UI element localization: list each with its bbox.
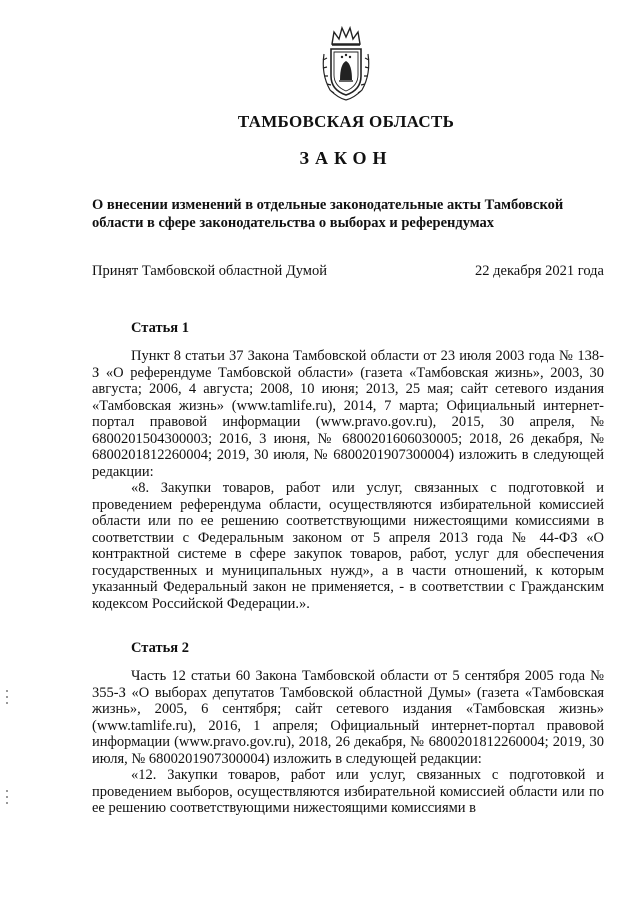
- article-2-intro: Часть 12 статьи 60 Закона Тамбовской области от 5 сентября 2005 года № 355-З «О выборах депутатов Тамбовской областной Думы» (газета «Тамбовская жизнь», 2005, 6 сентября; сайт сетевого издания «Тамбовская жизнь» (www.tamlife.ru), 2016, 1 апреля; Официальный интернет-портал правовой информации (www.pravo.gov.ru), 2018, 26 декабря, № 6800201812260004; 2019, 30 июля, № 6800201907300004) изложить в следующей редакции:: [92, 668, 604, 767]
- law-heading: ЗАКОН: [299, 148, 393, 168]
- scan-margin-mark: [6, 790, 8, 808]
- article-1-title: Статья 1: [131, 320, 189, 336]
- coat-of-arms-icon: [318, 24, 374, 102]
- adopted-by: Принят Тамбовской областной Думой: [92, 263, 327, 279]
- article-1-body: [92, 348, 604, 612]
- region-title: ТАМБОВСКАЯ ОБЛАСТЬ: [237, 112, 455, 131]
- article-2-title: Статья 2: [131, 640, 189, 656]
- article-2-body: [92, 668, 604, 817]
- article-2-quote: «12. Закупки товаров, работ или услуг, связанных с подготовкой и проведением выборов, осуществляются избирательной комиссией области или по ее решению соответствующими нижестоящими комиссиями в: [92, 767, 604, 816]
- document-title: О внесении изменений в отдельные законодательные акты Тамбовской области в сфере законодательства о выборах и референдумах: [92, 197, 564, 231]
- article-1-intro: Пункт 8 статьи 37 Закона Тамбовской области от 23 июля 2003 года № 138-З «О референдуме Тамбовской области» (газета «Тамбовская жизнь», 2003, 30 августа; 2006, 4 августа; 2008, 10 июня; 2013, 25 мая; сайт сетевого издания «Тамбовская жизнь» (www.tamlife.ru), 2014, 7 марта; Официальный интернет-портал правовой информации (www.pravo.gov.ru), 2015, 30 апреля, № 6800201504300003; 2016, 3 июня, № 6800201606030005; 2018, 26 декабря, № 6800201812260004; 2019, 30 июля, № 6800201907300004) изложить в следующей редакции:: [92, 348, 604, 480]
- scan-margin-mark: [6, 690, 8, 708]
- article-1-quote: «8. Закупки товаров, работ или услуг, связанных с подготовкой и проведением референдума области, осуществляются избирательной комиссией области или по ее решению соответствующими нижестоящими комиссиями в соответствии с Федеральным законом от 5 апреля 2013 года № 44-ФЗ «О контрактной системе в сфере закупок товаров, работ, услуг для обеспечения государственных и муниципальных нужд», а в части отношений, к которым указанный Федеральный закон не применяется, - в соответствии с Гражданским кодексом Российской Федерации.».: [92, 480, 604, 612]
- adopted-date: 22 декабря 2021 года: [475, 263, 604, 279]
